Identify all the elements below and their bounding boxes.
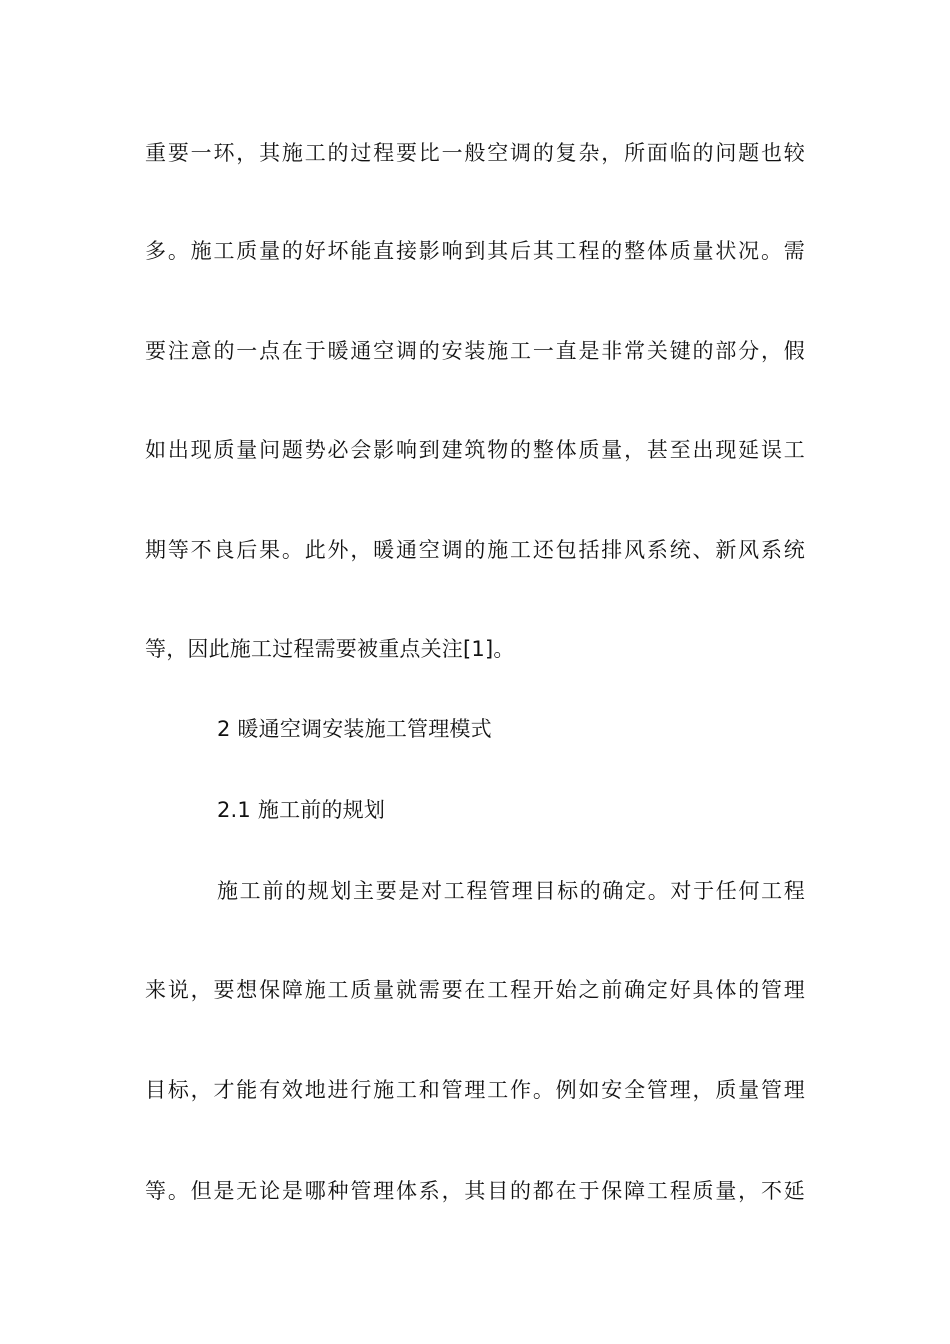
paragraph-line: 等，因此施工过程需要被重点关注[1]。 — [145, 637, 515, 661]
paragraph-line: 多。施工质量的好坏能直接影响到其后其工程的整体质量状况。需 — [145, 239, 805, 263]
paragraph-line: 来说，要想保障施工质量就需要在工程开始之前确定好具体的管理 — [145, 978, 805, 1002]
paragraph-line: 如出现质量问题势必会影响到建筑物的整体质量，甚至出现延误工 — [145, 438, 805, 462]
subsection-heading: 2.1 施工前的规划 — [217, 798, 386, 822]
paragraph-line: 期等不良后果。此外，暖通空调的施工还包括排风系统、新风系统 — [145, 538, 805, 562]
paragraph-line: 施工前的规划主要是对工程管理目标的确定。对于任何工程 — [217, 879, 805, 903]
paragraph-line: 等。但是无论是哪种管理体系，其目的都在于保障工程质量，不延 — [145, 1179, 805, 1203]
section-heading: 2 暖通空调安装施工管理模式 — [217, 717, 492, 741]
paragraph-line: 目标，才能有效地进行施工和管理工作。例如安全管理，质量管理 — [145, 1078, 805, 1102]
paragraph-line: 重要一环，其施工的过程要比一般空调的复杂，所面临的问题也较 — [145, 141, 805, 165]
paragraph-line: 要注意的一点在于暖通空调的安装施工一直是非常关键的部分，假 — [145, 339, 805, 363]
